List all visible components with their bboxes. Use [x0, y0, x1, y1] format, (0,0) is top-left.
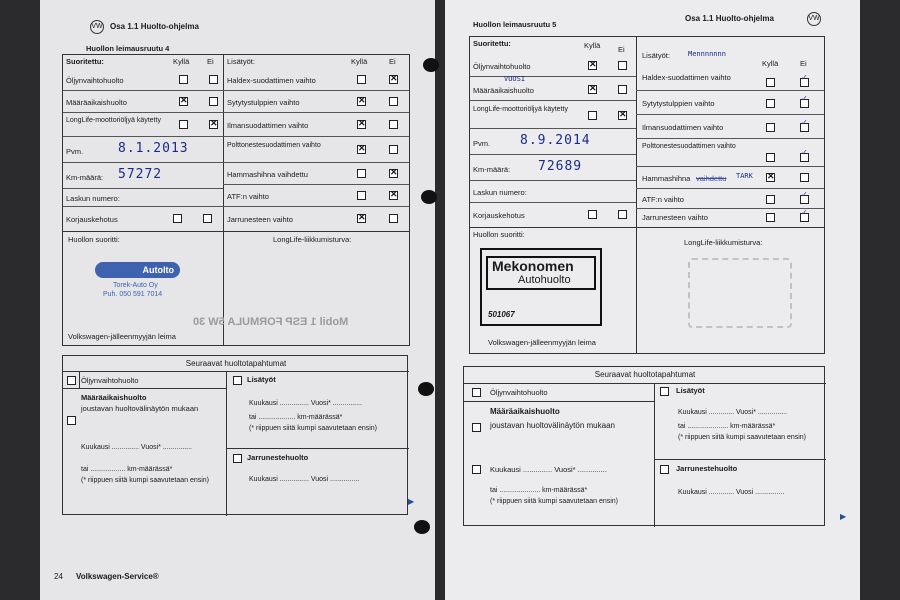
right-workshop-label: Huollon suoritti:: [473, 230, 525, 239]
left-stamp-area: [63, 231, 409, 346]
left-timingbelt-label: Hammashihna vaihdettu: [227, 170, 308, 179]
left-fuelfilter-no-checkbox[interactable]: [389, 145, 398, 154]
right-next-arrow-icon: ▶: [840, 512, 847, 521]
right-periodic-annotation: VUOSI: [504, 75, 526, 83]
left-performed-title: Suoritettu:: [66, 57, 104, 66]
binder-hole: [414, 520, 430, 534]
right-stamp-area: [470, 227, 824, 354]
right-atf-label: ATF:n vaihto: [642, 195, 684, 204]
left-next-brake-checkbox[interactable]: [233, 454, 242, 463]
left-next-services-box: [62, 355, 408, 515]
left-haldex-yes-checkbox[interactable]: [357, 75, 366, 84]
left-performed-row-date: [63, 137, 223, 163]
binder-hole: [423, 58, 439, 72]
left-plugs-label: Sytytystulppien vaihto: [227, 98, 300, 107]
right-airfilter-check-icon: ✓: [801, 118, 808, 127]
left-repair-no-checkbox[interactable]: [203, 214, 212, 223]
right-plugs-check-icon: ✓: [801, 94, 808, 103]
right-repair-yes-checkbox[interactable]: [588, 210, 597, 219]
right-invoice-label: Laskun numero:: [473, 188, 527, 197]
left-airfilter-yes-checkbox[interactable]: [357, 120, 366, 129]
left-haldex-no-checkbox[interactable]: [389, 75, 398, 84]
right-stamp-box: [469, 36, 825, 354]
right-date-value[interactable]: 8.9.2014: [520, 133, 591, 148]
right-next-extra-label: Lisätyöt: [676, 386, 705, 395]
right-oil-yes-checkbox[interactable]: [588, 61, 597, 70]
left-footer-page: 24: [54, 572, 63, 581]
right-next-brake-month: Kuukausi ............. Vuosi ...............: [678, 489, 785, 496]
right-timingbelt-label: Hammashihna: [642, 174, 691, 183]
left-next-extra-note: (* riippuen siitä kumpi saavutetaan ensin): [249, 425, 378, 432]
left-brake-no-checkbox[interactable]: [389, 214, 398, 223]
left-next-extra-checkbox[interactable]: [233, 376, 242, 385]
left-date-value[interactable]: 8.1.2013: [118, 141, 189, 156]
right-timingbelt-annotation: TARK: [736, 172, 753, 180]
left-brake-yes-checkbox[interactable]: [357, 214, 366, 223]
right-next-brake-checkbox[interactable]: [660, 465, 669, 474]
right-next-extra-checkbox[interactable]: [660, 387, 669, 396]
left-performed-row-periodic: [63, 91, 223, 113]
left-header-title: Osa 1.1 Huolto-ohjelma: [110, 22, 199, 31]
right-repair-no-checkbox[interactable]: [618, 210, 627, 219]
left-periodic-yes-checkbox[interactable]: [179, 97, 188, 106]
left-brake-label: Jarrunesteen vaihto: [227, 215, 293, 224]
right-performed-row-oil: [470, 53, 636, 77]
right-next-oil-checkbox[interactable]: [472, 388, 481, 397]
left-airfilter-no-checkbox[interactable]: [389, 120, 398, 129]
right-next-oil-label: Öljynvaihtohuolto: [490, 388, 548, 397]
vw-logo-icon: VW: [807, 12, 821, 26]
right-next-or-km: tai ..................... km-määrässä*: [490, 487, 588, 494]
left-workshop-label: Huollon suoritti:: [68, 235, 120, 244]
right-atf-check-icon: ✓: [801, 190, 808, 199]
left-performed-yes: Kyllä: [173, 57, 190, 66]
left-additional-row-timingbelt: [223, 163, 409, 185]
left-next-extra-month: Kuukausi ............... Vuosi* ...............: [249, 400, 362, 407]
left-invoice-label: Laskun numero:: [66, 194, 120, 203]
left-timingbelt-no-checkbox[interactable]: [389, 169, 398, 178]
left-next-note: (* riippuen siitä kumpi saavutetaan ensin): [81, 477, 210, 484]
right-next-periodic-note: joustavan huoltovälinäytön mukaan: [490, 421, 615, 430]
right-longlife-yes-checkbox[interactable]: [588, 111, 597, 120]
left-additional-row-plugs: [223, 91, 409, 113]
left-footer-brand: Volkswagen-Service®: [76, 572, 159, 581]
right-oil-no-checkbox[interactable]: [618, 61, 627, 70]
right-performed-no: Ei: [618, 45, 625, 54]
right-km-label: Km-määrä:: [473, 165, 511, 174]
right-faint-stamp: [688, 258, 792, 328]
right-next-extra-or: tai ..................... km-määrässä*: [678, 423, 776, 430]
right-additional-row-atf: [636, 189, 824, 209]
right-page: [445, 0, 860, 600]
left-stamp-box: [62, 54, 410, 346]
right-fuelfilter-yes-checkbox[interactable]: [766, 153, 775, 162]
right-longlife-no-checkbox[interactable]: [618, 111, 627, 120]
left-km-label: Km-määrä:: [66, 173, 104, 182]
right-performed-periodic-label: Määräaikaishuolto: [473, 86, 534, 95]
right-next-month-checkbox[interactable]: [472, 465, 481, 474]
right-performed-oil-label: Öljynvaihtohuolto: [473, 62, 531, 71]
left-next-brake-month: Kuukausi ............... Vuosi ...............: [249, 476, 360, 483]
left-next-month-year: Kuukausi .............. Vuosi* ...............: [81, 444, 193, 451]
left-date-label: Pvm.: [66, 147, 84, 156]
right-timingbelt-no-checkbox[interactable]: [800, 173, 809, 182]
left-performed-periodic-label: Määräaikaishuolto: [66, 98, 127, 107]
right-additional-row-fuelfilter: [636, 139, 824, 167]
left-additional-section: [223, 55, 409, 231]
right-additional-row-plugs: [636, 91, 824, 115]
right-next-extra-month: Kuukausi ............. Vuosi* ...............: [678, 409, 788, 416]
left-additional-row-haldex: [223, 69, 409, 91]
right-airfilter-yes-checkbox[interactable]: [766, 123, 775, 132]
right-performed-title: Suoritettu:: [473, 39, 511, 48]
left-next-arrow-icon: ▶: [408, 497, 415, 506]
right-performed-row-repair: [470, 203, 636, 227]
right-next-title: Seuraavat huoltotapahtumat: [594, 370, 696, 379]
left-stamp-phone: Puh. 050 591 7014: [103, 291, 163, 298]
right-performed-longlife-label: LongLife-moottoriöljyä käytetty: [473, 106, 568, 113]
right-additional-section: [636, 37, 824, 227]
left-page: [40, 0, 435, 600]
left-longlife-label: LongLife-liikkumisturva:: [273, 235, 352, 244]
right-next-extra-note: (* riippuen siitä kumpi saavutetaan ensin): [678, 434, 807, 441]
right-performed-row-km: [470, 155, 636, 181]
left-next-title: Seuraavat huoltotapahtumat: [185, 359, 287, 368]
right-haldex-yes-checkbox[interactable]: [766, 78, 775, 87]
right-next-periodic-label: Määräaikaishuolto: [490, 407, 560, 416]
left-next-brake-label: Jarrunestehuolto: [247, 453, 309, 462]
left-oil-yes-checkbox[interactable]: [179, 75, 188, 84]
left-performed-longlife-label: LongLife-moottoriöljyä käytetty: [66, 117, 161, 124]
right-additional-row-brake: [636, 209, 824, 227]
left-next-or-km: tai .................. km-määrässä*: [81, 466, 173, 473]
right-performed-row-date: [470, 129, 636, 155]
left-additional-row-fuelfilter: [223, 137, 409, 163]
right-additional-no: Ei: [800, 59, 807, 68]
left-airfilter-label: Ilmansuodattimen vaihto: [227, 121, 309, 130]
binder-hole: [421, 190, 437, 204]
left-additional-row-atf: [223, 185, 409, 207]
right-plugs-yes-checkbox[interactable]: [766, 99, 775, 108]
right-periodic-no-checkbox[interactable]: [618, 85, 627, 94]
right-timingbelt-strike: vaihdettu: [696, 174, 727, 183]
right-header-title: Osa 1.1 Huolto-ohjelma: [685, 14, 774, 23]
right-brake-check-icon: ✓: [801, 208, 808, 217]
left-additional-no: Ei: [389, 57, 396, 66]
left-additional-row-brake: [223, 207, 409, 231]
right-haldex-check-icon: ✓: [801, 73, 808, 82]
left-periodic-no-checkbox[interactable]: [209, 97, 218, 106]
right-next-note: (* riippuen siitä kumpi saavutetaan ensin): [490, 498, 619, 505]
right-stamp-line2: Autohuolto: [518, 274, 571, 286]
right-additional-title: Lisätyöt:: [642, 51, 670, 60]
right-additional-row-airfilter: [636, 115, 824, 139]
left-plugs-yes-checkbox[interactable]: [357, 97, 366, 106]
left-performed-row-longlife: [63, 113, 223, 137]
left-stamp-box-title: Huollon leimausruutu 4: [86, 44, 170, 53]
right-brake-label: Jarrunesteen vaihto: [642, 213, 708, 222]
right-performed-yes: Kyllä: [584, 41, 601, 50]
right-stamp-code: 501067: [488, 310, 515, 319]
right-performed-row-invoice: [470, 181, 636, 203]
right-next-brake-label: Jarrunestehuolto: [676, 464, 738, 473]
left-haldex-label: Haldex-suodattimen vaihto: [227, 76, 316, 85]
left-next-periodic-note: joustavan huoltovälinäytön mukaan: [81, 404, 199, 413]
left-dealer-label: Volkswagen-jälleenmyyjän leima: [68, 332, 176, 341]
left-performed-no: Ei: [207, 57, 214, 66]
right-dealer-label: Volkswagen-jälleenmyyjän leima: [488, 338, 596, 347]
left-performed-oil-label: Öljynvaihtohuolto: [66, 76, 124, 85]
left-next-extra-label: Lisätyöt: [247, 375, 276, 384]
right-additional-yes: Kyllä: [762, 59, 779, 68]
left-performed-section: [63, 55, 224, 231]
right-additional-handwritten: Mennnnnnn: [688, 50, 726, 58]
right-workshop-stamp: [480, 248, 602, 326]
left-oil-no-checkbox[interactable]: [209, 75, 218, 84]
left-fuelfilter-label: Polttonestesuodattimen vaihto: [227, 142, 321, 149]
left-performed-row-oil: [63, 69, 223, 91]
left-timingbelt-yes-checkbox[interactable]: [357, 169, 366, 178]
left-next-periodic-checkbox[interactable]: [67, 416, 76, 425]
left-performed-row-km: [63, 163, 223, 189]
right-performed-section: [470, 37, 637, 227]
left-atf-yes-checkbox[interactable]: [357, 191, 366, 200]
right-performed-row-periodic: [470, 77, 636, 101]
left-plugs-no-checkbox[interactable]: [389, 97, 398, 106]
right-haldex-label: Haldex-suodattimen vaihto: [642, 73, 731, 82]
vw-logo-icon: VW: [90, 20, 104, 34]
right-timingbelt-yes-checkbox[interactable]: [766, 173, 775, 182]
right-next-services-box: [463, 366, 825, 526]
left-performed-row-repair: [63, 207, 223, 231]
right-additional-row-haldex: [636, 69, 824, 91]
right-km-value[interactable]: 72689: [538, 159, 583, 174]
left-km-value[interactable]: 57272: [118, 167, 163, 182]
right-fuelfilter-check-icon: ✓: [801, 148, 808, 157]
left-additional-title: Lisätyöt:: [227, 57, 255, 66]
left-additional-row-airfilter: [223, 113, 409, 137]
left-longlife-no-checkbox[interactable]: [209, 120, 218, 129]
left-next-oil-label: Öljynvaihtohuolto: [81, 376, 139, 385]
left-atf-no-checkbox[interactable]: [389, 191, 398, 200]
right-repair-label: Korjauskehotus: [473, 211, 525, 220]
right-next-periodic-checkbox[interactable]: [472, 423, 481, 432]
left-next-periodic-label: Määräaikaishuolto: [81, 393, 147, 402]
right-additional-row-timingbelt: [636, 167, 824, 189]
right-atf-yes-checkbox[interactable]: [766, 195, 775, 204]
right-plugs-label: Sytytystulppien vaihto: [642, 99, 715, 108]
left-fuelfilter-yes-checkbox[interactable]: [357, 145, 366, 154]
binder-hole: [418, 382, 434, 396]
left-performed-row-invoice: [63, 189, 223, 207]
left-longlife-yes-checkbox[interactable]: [179, 120, 188, 129]
right-next-month-year: Kuukausi .............. Vuosi* ..............: [490, 465, 607, 474]
right-longlife-label: LongLife-liikkumisturva:: [684, 238, 763, 247]
left-repair-label: Korjauskehotus: [66, 215, 118, 224]
left-atf-label: ATF:n vaihto: [227, 192, 269, 201]
right-date-label: Pvm.: [473, 139, 491, 148]
left-stamp-name: Torek-Auto Oy: [113, 282, 158, 289]
left-bleed-through-text: Mobil 1 ESP FORMULA 5W 30: [193, 316, 349, 328]
right-periodic-yes-checkbox[interactable]: [588, 85, 597, 94]
left-additional-yes: Kyllä: [351, 57, 368, 66]
right-brake-yes-checkbox[interactable]: [766, 213, 775, 222]
left-repair-yes-checkbox[interactable]: [173, 214, 182, 223]
right-stamp-line1: Mekonomen: [492, 258, 574, 274]
right-fuelfilter-label: Polttonestesuodattimen vaihto: [642, 143, 736, 150]
right-stamp-box-title: Huollon leimausruutu 5: [473, 20, 557, 29]
left-next-extra-or: tai ................... km-määrässä*: [249, 414, 343, 421]
left-workshop-stamp-logo: Autolto: [95, 262, 180, 278]
left-next-oil-checkbox[interactable]: [67, 376, 76, 385]
right-airfilter-label: Ilmansuodattimen vaihto: [642, 123, 724, 132]
right-performed-row-longlife: [470, 101, 636, 129]
